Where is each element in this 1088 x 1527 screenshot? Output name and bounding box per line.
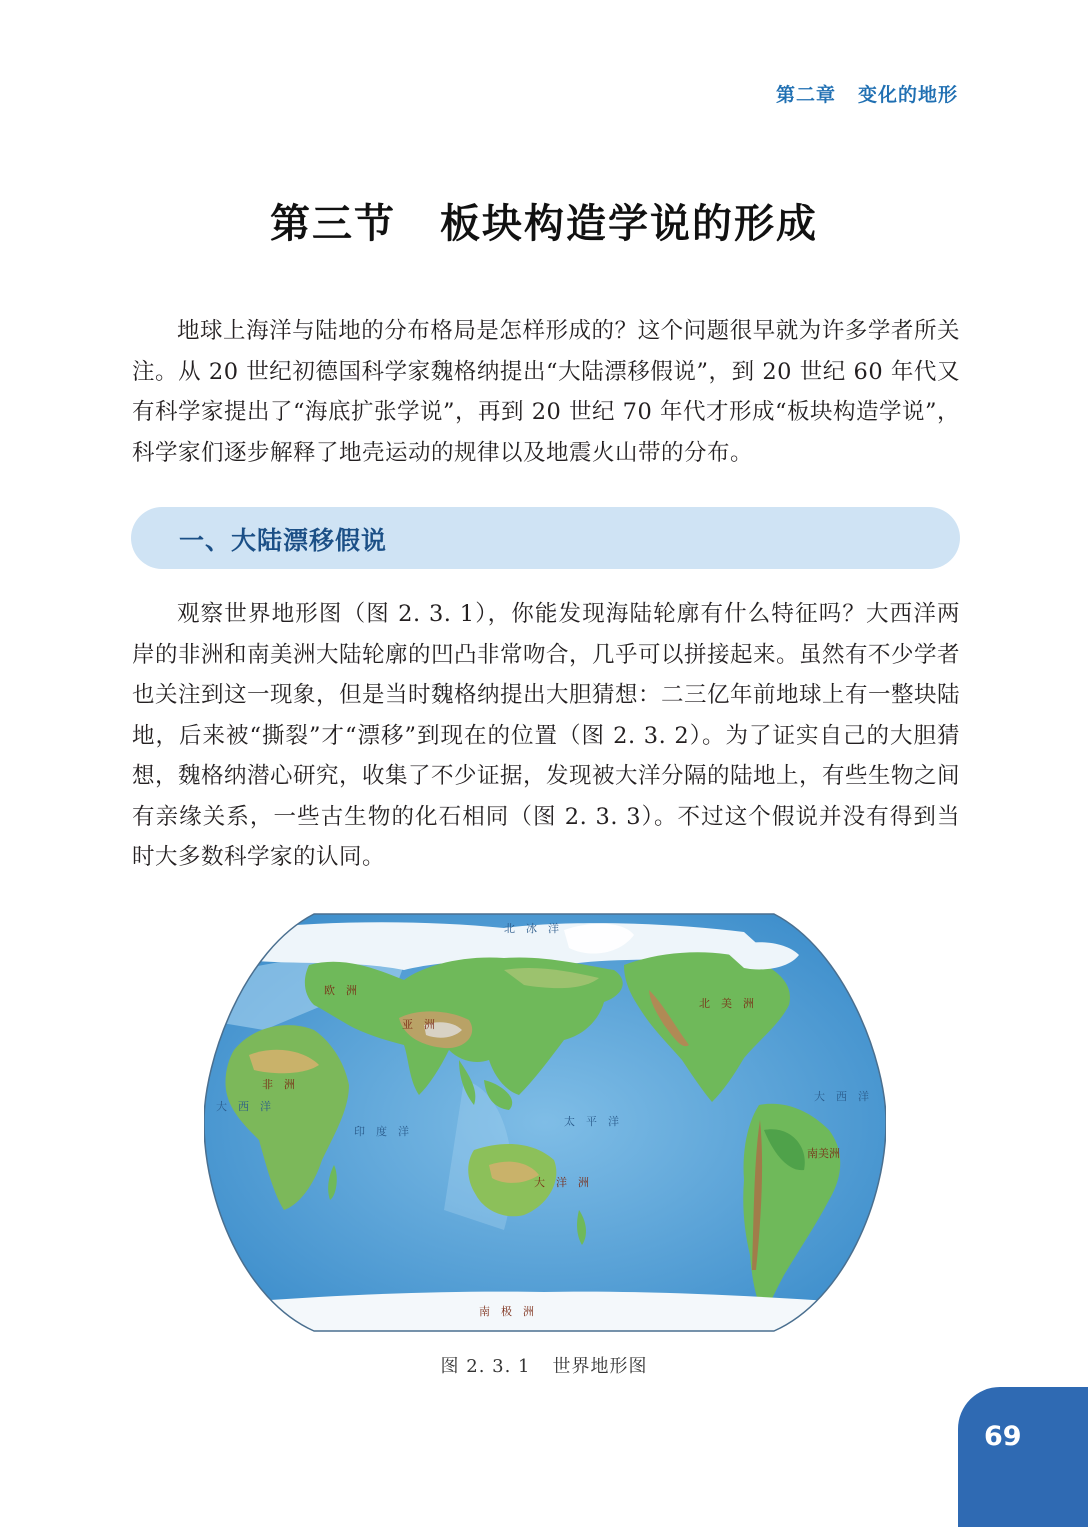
world-map-figure [204,910,886,1335]
map-label-arctic-ocean: 北 冰 洋 [504,922,559,935]
section-title [0,192,1088,249]
chapter-header [776,80,958,107]
figure-title: 世界地形图 [552,1356,648,1377]
intro-paragraph: 地球上海洋与陆地的分布格局是怎样形成的？这个问题很早就为许多学者所关注。从 20 世纪初德国科学家魏格纳提出“大陆漂移假说”，到 20 世纪 60 年代又有科学家提出了“海底扩张学说”，再到 20 世纪 70 年代才形成“板块构造学说”，科学家们逐步解释了地壳运动的规律以及地震火山带的分布。 [132,318,960,466]
section-number: 第三节 [270,201,396,247]
subsection-title: 一、大陆漂移假说 [179,526,388,555]
body-paragraph: 观察世界地形图（图 2. 3. 1），你能发现海陆轮廓有什么特征吗？大西洋两岸的非洲和南美洲大陆轮廓的凹凸非常吻合，几乎可以拼接起来。虽然有不少学者也关注到这一现象，但是当时魏格纳提出大胆猜想：二三亿年前地球上有一整块陆地，后来被“撕裂”才“漂移”到现在的位置（图 2. 3. 2）。为了证实自己的大胆猜想，魏格纳潜心研究，收集了不少证据，发现被大洋分隔的陆地上，有些生物之间有亲缘关系，一些古生物的化石相同（图 2. 3. 3）。不过这个假说并没有得到当时大多数科学家的认同。 [132,601,961,870]
figure-caption [0,1352,1088,1378]
section-name: 板块构造学说的形成 [440,201,818,247]
figure-number: 图 2. 3. 1 [440,1356,531,1377]
map-label-north-america: 北 美 洲 [699,997,754,1010]
map-label-atlantic-west: 大 西 洋 [216,1100,271,1113]
map-label-indian-ocean: 印 度 洋 [354,1125,409,1138]
map-label-atlantic-east: 大 西 洋 [814,1090,869,1103]
map-label-europe: 欧 洲 [324,984,357,997]
page-number: 69 [984,1421,1022,1452]
page-number-tab [958,1387,1088,1527]
map-label-pacific-ocean: 太 平 洋 [564,1115,619,1128]
world-map-illustration [204,910,886,1335]
map-label-south-america: 南美洲 [807,1147,840,1160]
chapter-number: 第二章 [775,84,836,106]
chapter-title: 变化的地形 [857,84,958,106]
subsection-banner [131,507,960,569]
map-label-oceania: 大 洋 洲 [534,1176,589,1189]
map-label-africa: 非 洲 [262,1078,295,1091]
map-label-asia: 亚 洲 [402,1018,435,1031]
map-label-antarctica: 南 极 洲 [479,1305,534,1318]
